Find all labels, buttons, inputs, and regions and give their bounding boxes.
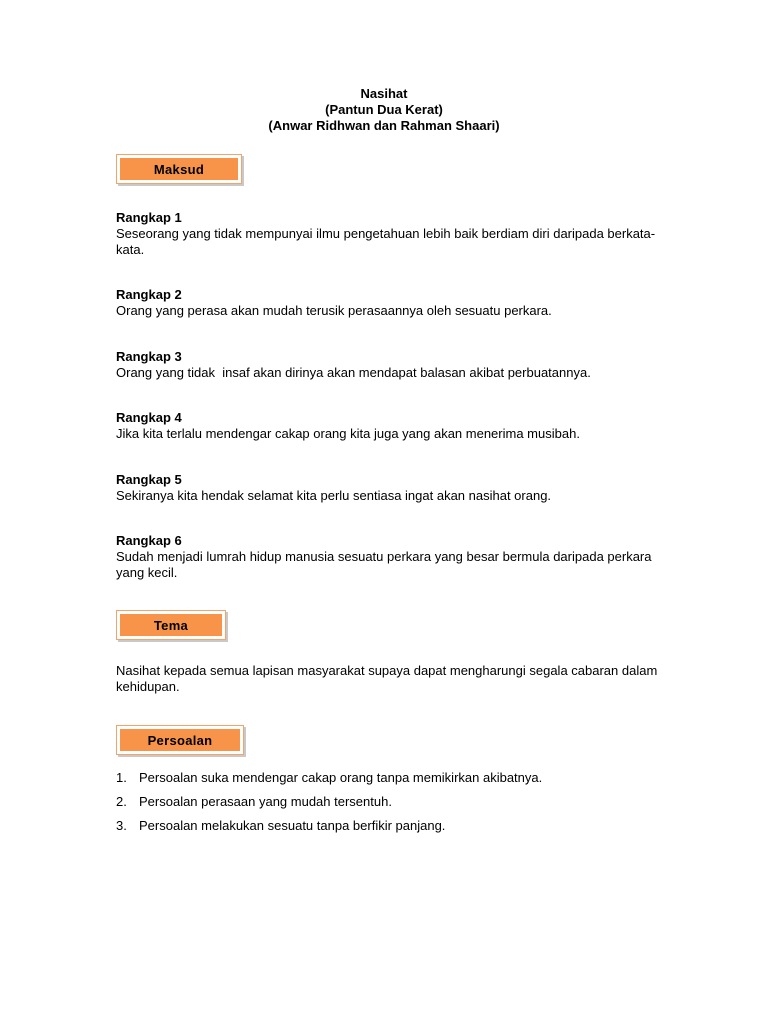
tema-paragraph: Nasihat kepada semua lapisan masyarakat supaya dapat mengharungi segala cabaran dalam kehidupan.: [116, 663, 658, 694]
section-header-tema: [116, 610, 226, 640]
list-number: 2.: [116, 794, 127, 809]
section-label-persoalan: Persoalan: [120, 729, 240, 751]
document-title: [0, 86, 768, 134]
persoalan-list: [116, 770, 542, 842]
list-text: Persoalan perasaan yang mudah tersentuh.: [139, 794, 392, 809]
rangkap-heading: Rangkap 6: [116, 533, 182, 548]
section-header-maksud: [116, 154, 242, 184]
rangkap-5: [116, 472, 676, 504]
rangkap-6: [116, 533, 676, 581]
section-header-persoalan: [116, 725, 244, 755]
rangkap-2: [116, 287, 676, 319]
rangkap-text: Orang yang perasa akan mudah terusik perasaannya oleh sesuatu perkara.: [116, 303, 552, 318]
rangkap-text: Jika kita terlalu mendengar cakap orang kita juga yang akan menerima musibah.: [116, 426, 580, 441]
rangkap-heading: Rangkap 5: [116, 472, 182, 487]
title-main: Nasihat: [360, 86, 408, 101]
rangkap-text: Sekiranya kita hendak selamat kita perlu sentiasa ingat akan nasihat orang.: [116, 488, 552, 503]
rangkap-text: Seseorang yang tidak mempunyai ilmu pengetahuan lebih baik berdiam diri daripada berkata-kata.: [116, 226, 656, 257]
rangkap-1: [116, 210, 676, 258]
list-item: [116, 794, 542, 810]
title-authors: (Anwar Ridhwan dan Rahman Shaari): [268, 118, 500, 133]
rangkap-4: [116, 410, 676, 442]
rangkap-text: Orang yang tidak insaf akan dirinya akan mendapat balasan akibat perbuatannya.: [116, 365, 591, 380]
title-subtitle: (Pantun Dua Kerat): [325, 102, 443, 117]
list-number: 3.: [116, 818, 127, 833]
rangkap-heading: Rangkap 2: [116, 287, 182, 302]
list-item: [116, 818, 542, 834]
rangkap-3: [116, 349, 676, 381]
rangkap-heading: Rangkap 3: [116, 349, 182, 364]
list-text: Persoalan suka mendengar cakap orang tanpa memikirkan akibatnya.: [139, 770, 543, 785]
rangkap-heading: Rangkap 1: [116, 210, 182, 225]
rangkap-text: Sudah menjadi lumrah hidup manusia sesuatu perkara yang besar bermula daripada perkara yang kecil.: [116, 549, 652, 580]
list-item: [116, 770, 542, 786]
rangkap-heading: Rangkap 4: [116, 410, 182, 425]
list-number: 1.: [116, 770, 127, 785]
list-text: Persoalan melakukan sesuatu tanpa berfikir panjang.: [139, 818, 446, 833]
section-label-maksud: Maksud: [120, 158, 238, 180]
section-label-tema: Tema: [120, 614, 222, 636]
